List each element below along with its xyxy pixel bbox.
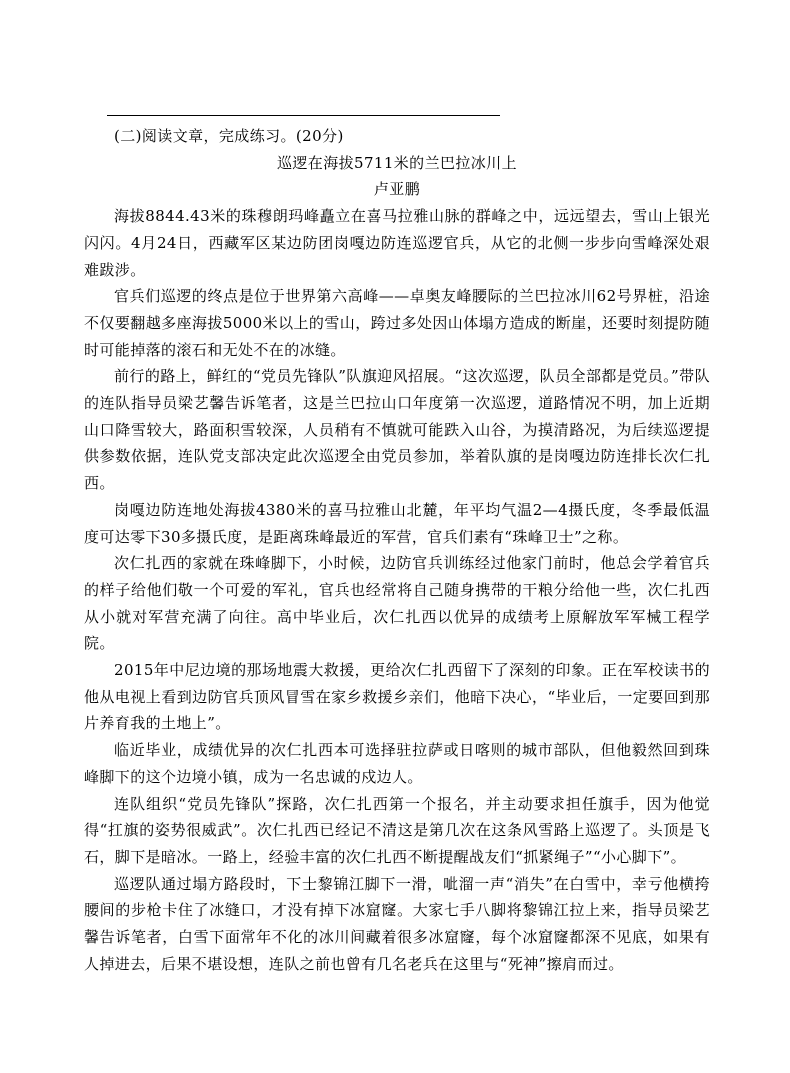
paragraph-3: 前行的路上，鲜红的“党员先锋队”队旗迎风招展。“这次巡逻，队员全部都是党员。”带队的连队指导员梁艺馨告诉笔者，这是兰巴拉山口年度第一次巡逻，道路情况不明，加上近期山口降雪较大，路面积雪较深，人员稍有不慎就可能跌入山谷，为摸清路况，为后续巡逻提供参数依据，连队党支部决定此次巡逻全由党员参加，举着队旗的是岗嘎边防连排长次仁扎西。 [84,367,710,493]
paragraph-2: 官兵们巡逻的终点是位于世界第六高峰——卓奥友峰腰际的兰巴拉冰川62号界桩，沿途不仅要翻越多座海拔5000米以上的雪山，跨过多处因山体塌方造成的断崖，还要时刻提防随时可能掉落的滚石和无处不在的冰缝。 [84,287,710,359]
section-heading: (二)阅读文章，完成练习。(20分) [114,127,344,145]
article-author: 卢亚鹏 [373,180,421,199]
paragraph-9: 巡逻队通过塌方路段时，下士黎锦江脚下一滑，呲溜一声“消失”在白雪中，幸亏他横挎腰间的步枪卡住了冰缝口，才没有掉下冰窟窿。大家七手八脚将黎锦江拉上来，指导员梁艺馨告诉笔者，白雪下面常年不化的冰川间藏着很多冰窟窿，每个冰窟窿都深不见底，如果有人掉进去，后果不堪设想，连队之前也曾有几名老兵在这里与“死神”擦肩而过。 [84,874,710,973]
paragraph-4: 岗嘎边防连地处海拔4380米的喜马拉雅山北麓，年平均气温2—4摄氏度，冬季最低温度可达零下30多摄氏度，是距离珠峰最近的军营，官兵们素有“珠峰卫士”之称。 [84,500,710,546]
paragraph-5: 次仁扎西的家就在珠峰脚下，小时候，边防官兵训练经过他家门前时，他总会学着官兵的样子给他们敬一个可爱的军礼，官兵也经常将自己随身携带的干粮分给他一些，次仁扎西从小就对军营充满了向往。高中毕业后，次仁扎西以优异的成绩考上原解放军军械工程学院。 [84,554,710,653]
paragraph-1: 海拔8844.43米的珠穆朗玛峰矗立在喜马拉雅山脉的群峰之中，远远望去，雪山上银光闪闪。4月24日，西藏军区某边防团岗嘎边防连巡逻官兵，从它的北侧一步步向雪峰深处艰难跋涉。 [84,207,710,279]
reading-passage [84,123,710,978]
paragraph-6: 2015年中尼边境的那场地震大救援，更给次仁扎西留下了深刻的印象。正在军校读书的他从电视上看到边防官兵顶风冒雪在家乡救援乡亲们，他暗下决心，“毕业后，一定要回到那片养育我的土地上”。 [84,661,710,733]
top-divider [107,115,500,116]
paragraph-8: 连队组织“党员先锋队”探路，次仁扎西第一个报名，并主动要求担任旗手，因为他觉得“扛旗的姿势很威武”。次仁扎西已经记不清这是第几次在这条风雪路上巡逻了。头顶是飞石，脚下是暗冰。一路上，经验丰富的次仁扎西不断提醒战友们“抓紧绳子”“小心脚下”。 [84,794,710,866]
paragraph-7: 临近毕业，成绩优异的次仁扎西本可选择驻拉萨或日喀则的城市部队，但他毅然回到珠峰脚下的这个边境小镇，成为一名忠诚的戍边人。 [84,741,710,786]
article-title: 巡逻在海拔5711米的兰巴拉冰川上 [277,153,517,172]
